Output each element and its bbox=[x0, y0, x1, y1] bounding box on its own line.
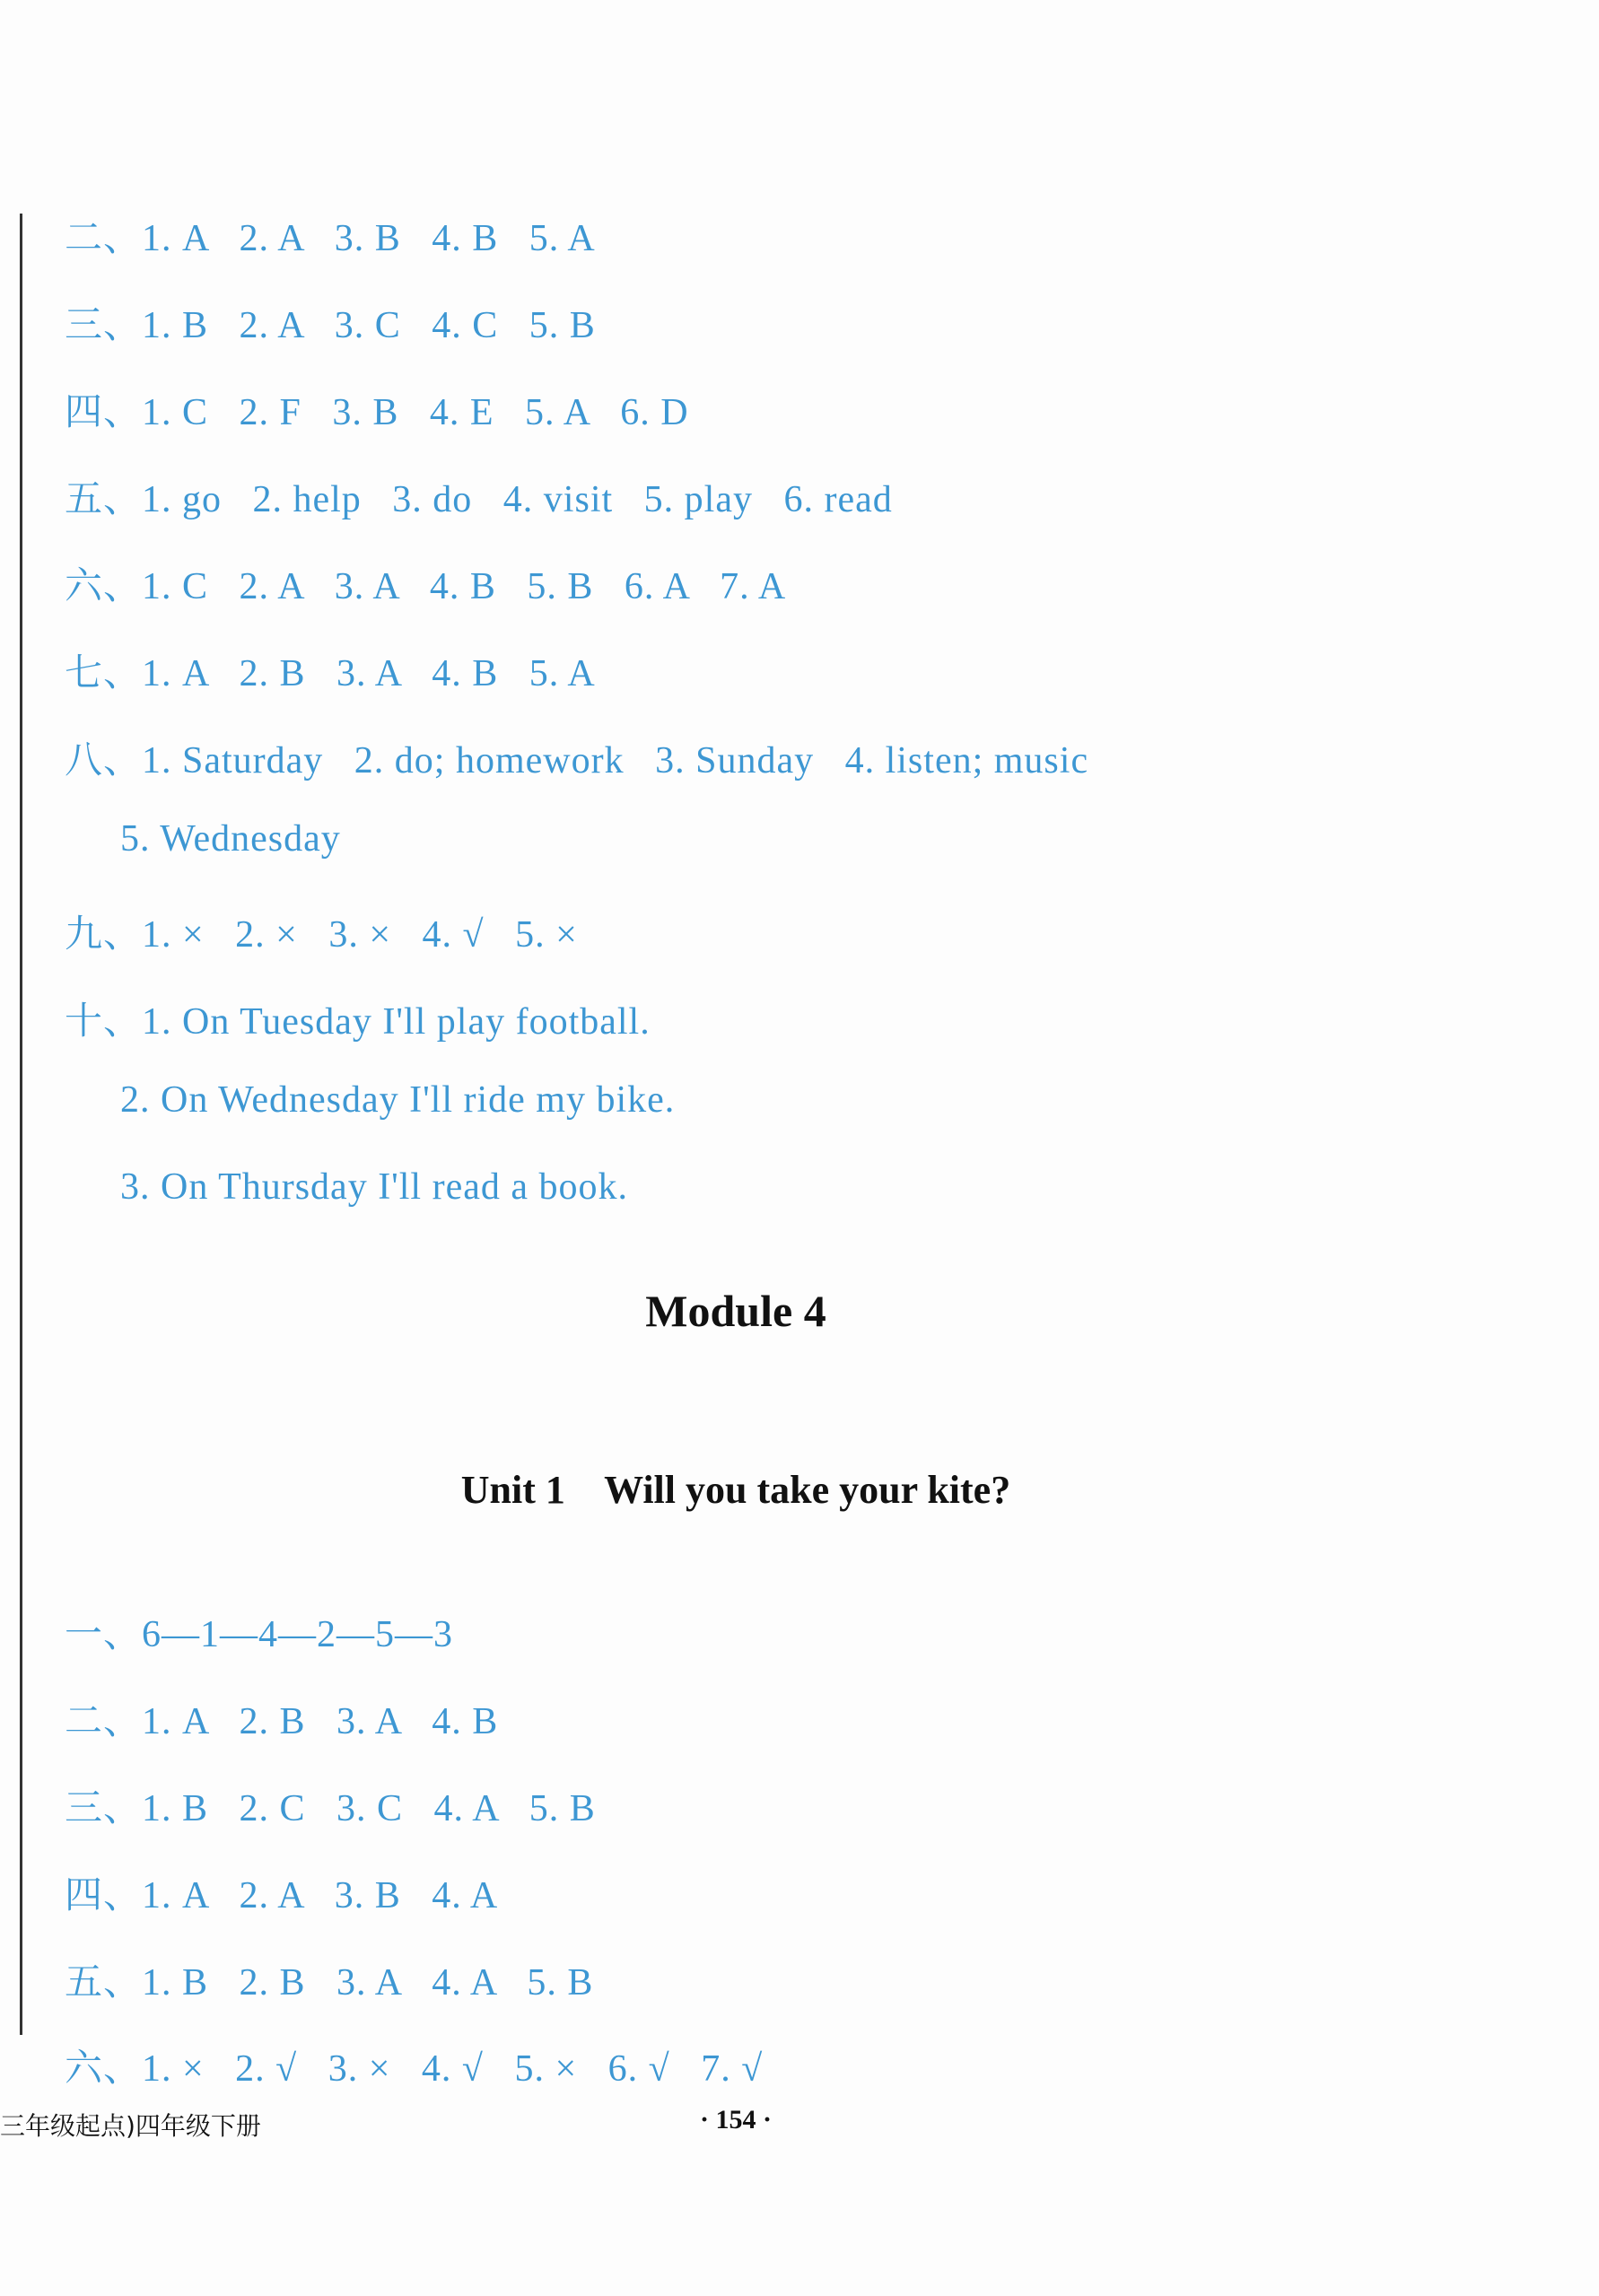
answer-line-10-3: 3. On Thursday I'll read a book. bbox=[120, 1166, 629, 1208]
answer-line-8: 八、1. Saturday 2. do; homework 3. Sunday 4. listen; music bbox=[65, 740, 1089, 781]
answer-line-10: 十、1. On Tuesday I'll play football. bbox=[65, 1001, 651, 1043]
footer-book-label: 三年级起点)四年级下册 bbox=[0, 2111, 261, 2141]
answer-line-7: 七、1. A 2. B 3. A 4. B 5. A bbox=[65, 653, 596, 694]
unit-answer-line-1: 一、6—1—4—2—5—3 bbox=[65, 1614, 454, 1655]
margin-rule bbox=[20, 214, 22, 2035]
answer-line-2: 二、1. A 2. A 3. B 4. B 5. A bbox=[65, 218, 596, 259]
unit-answer-line-3: 三、1. B 2. C 3. C 4. A 5. B bbox=[65, 1788, 596, 1829]
unit-answer-line-6: 六、1. × 2. √ 3. × 4. √ 5. × 6. √ 7. √ bbox=[65, 2048, 764, 2090]
unit-answer-line-4: 四、1. A 2. A 3. B 4. A bbox=[65, 1875, 499, 1916]
answer-line-10-2: 2. On Wednesday I'll ride my bike. bbox=[120, 1079, 676, 1121]
unit-answer-line-2: 二、1. A 2. B 3. A 4. B bbox=[65, 1701, 499, 1742]
answer-line-4: 四、1. C 2. F 3. B 4. E 5. A 6. D bbox=[65, 392, 689, 433]
page-number: · 154 · bbox=[700, 2105, 773, 2134]
answer-line-9: 九、1. × 2. × 3. × 4. √ 5. × bbox=[65, 914, 578, 956]
answer-line-5: 五、1. go 2. help 3. do 4. visit 5. play 6. read bbox=[65, 479, 893, 520]
unit-answer-line-5: 五、1. B 2. B 3. A 4. A 5. B bbox=[65, 1962, 594, 2004]
answer-line-8-cont: 5. Wednesday bbox=[120, 818, 341, 860]
unit-title: Unit 1 Will you take your kite? bbox=[460, 1468, 1011, 1512]
answer-line-6: 六、1. C 2. A 3. A 4. B 5. B 6. A 7. A bbox=[65, 566, 787, 607]
answer-line-3: 三、1. B 2. A 3. C 4. C 5. B bbox=[65, 305, 596, 346]
module-title: Module 4 bbox=[645, 1286, 826, 1336]
